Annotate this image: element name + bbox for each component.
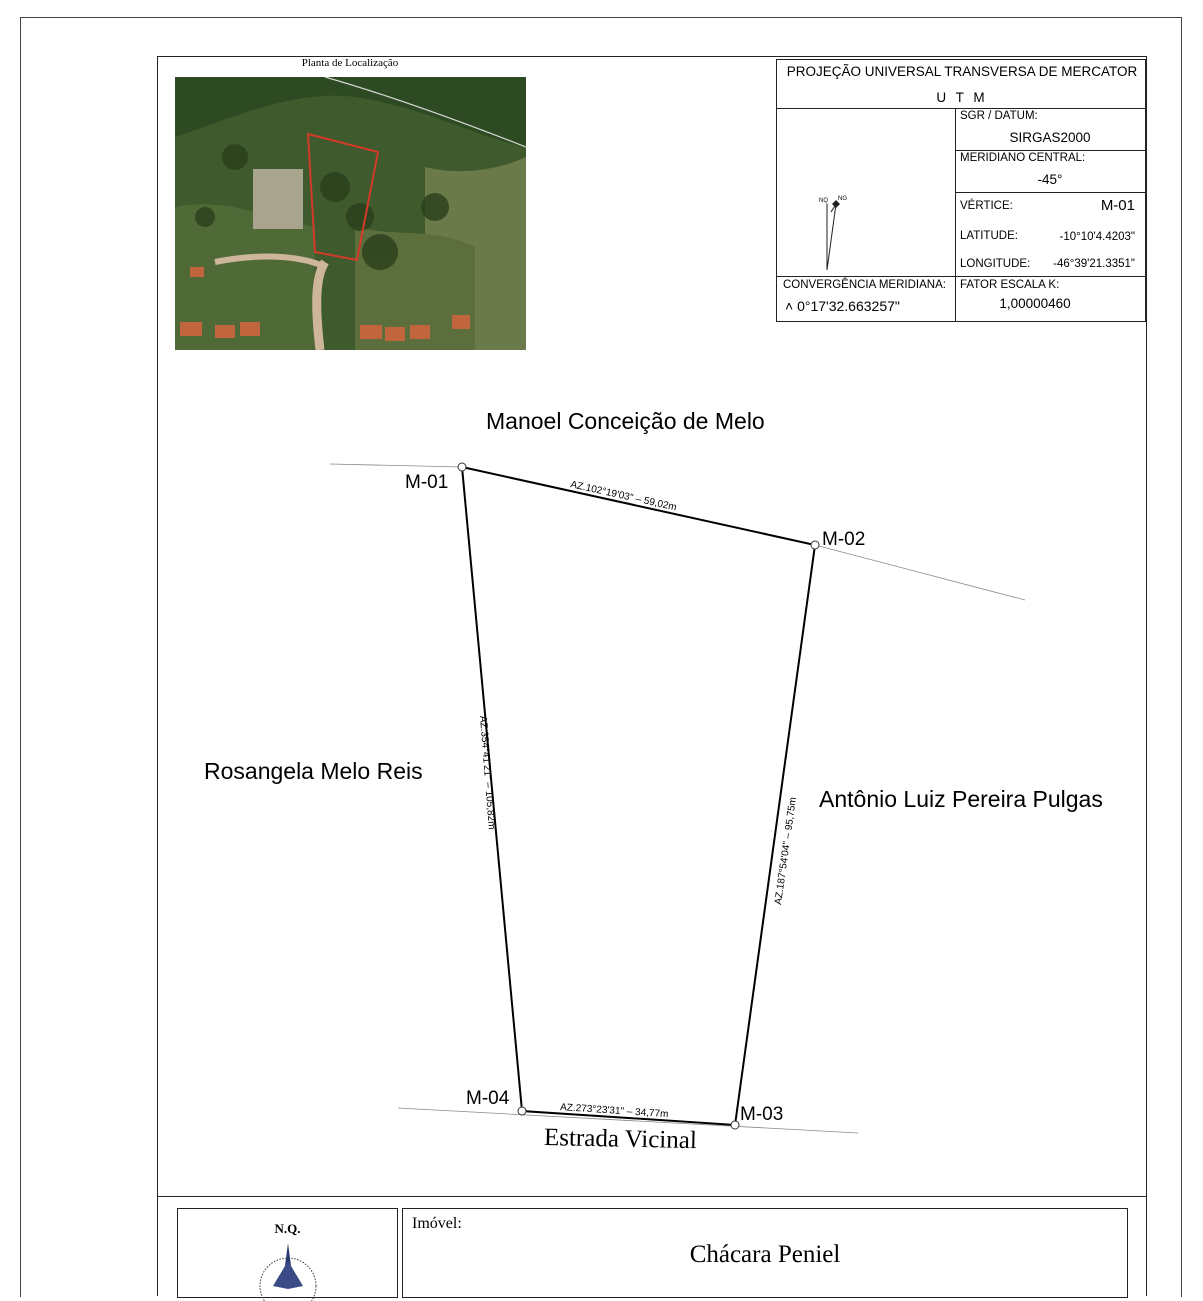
vertex-value: M-01 [1100, 197, 1135, 214]
ng-label: NG [838, 196, 847, 202]
vertex-marker-m03 [731, 1121, 739, 1129]
sgr-label: SGR / DATUM: [960, 110, 1038, 122]
vertex-label-m04: M-04 [466, 1088, 510, 1109]
neighbor-north-label: Manoel Conceição de Melo [486, 408, 765, 434]
east-extension-line [815, 545, 1025, 600]
property-info-box [402, 1208, 1128, 1298]
vertex-marker-m01 [458, 463, 466, 471]
sgr-value: SIRGAS2000 [1009, 130, 1091, 145]
meridian-value: -45° [1037, 172, 1063, 187]
scale-factor-value: 1,00000460 [999, 296, 1071, 311]
neighbor-west-label: Rosangela Melo Reis [204, 758, 423, 784]
convergence-label: CONVERGÊNCIA MERIDIANA: [783, 279, 946, 291]
compass-rose-icon [243, 1241, 333, 1301]
latitude-label: LATITUDE: [960, 230, 1018, 242]
longitude-label: LONGITUDE: [960, 258, 1031, 270]
latitude-value: -10°10'4.4203" [1059, 231, 1135, 243]
vertex-label-m01: M-01 [405, 472, 449, 493]
title-block-separator [157, 1196, 1147, 1197]
segment-label-m03-m04: AZ.273°23'31" – 34,77m [559, 1102, 669, 1121]
property-label: Imóvel: [412, 1215, 462, 1232]
utm-header: PROJEÇÃO UNIVERSAL TRANSVERSA DE MERCATOR [786, 64, 1138, 79]
north-indicator-label: N.Q. [274, 1221, 301, 1236]
north-indicator-box [177, 1208, 398, 1298]
vertex-marker-m02 [811, 541, 819, 549]
utm-subheader: U T M [936, 90, 988, 105]
road-south-label: Estrada Vicinal [543, 1124, 698, 1155]
meridian-label: MERIDIANO CENTRAL: [960, 152, 1086, 164]
nq-label: NQ [819, 198, 828, 204]
convergence-value: 0°17'32.663257" [797, 298, 900, 314]
longitude-value: -46°39'21.3351" [1053, 258, 1135, 270]
vertex-label: VÉRTICE: [960, 200, 1013, 212]
vertex-label-m03: M-03 [740, 1104, 784, 1125]
property-name: Chácara Peniel [689, 1241, 841, 1268]
segment-label-m04-m01: AZ.354°41'21" – 105,82m [477, 715, 497, 830]
parcel-boundary [462, 467, 815, 1125]
segment-label-m02-m03: AZ.187°54'04" – 95,75m [773, 796, 800, 906]
location-plan-title: Planta de Localização [301, 57, 399, 69]
scale-factor-label: FATOR ESCALA K: [960, 279, 1060, 291]
vertex-marker-m04 [518, 1107, 526, 1115]
neighbor-east-label: Antônio Luiz Pereira Pulgas [819, 786, 1103, 812]
north-extension-line [330, 464, 462, 467]
convergence-icon: ˄ [785, 298, 794, 314]
vertex-label-m02: M-02 [822, 529, 866, 550]
segment-label-m01-m02: AZ.102°19'03" – 59,02m [569, 479, 678, 514]
